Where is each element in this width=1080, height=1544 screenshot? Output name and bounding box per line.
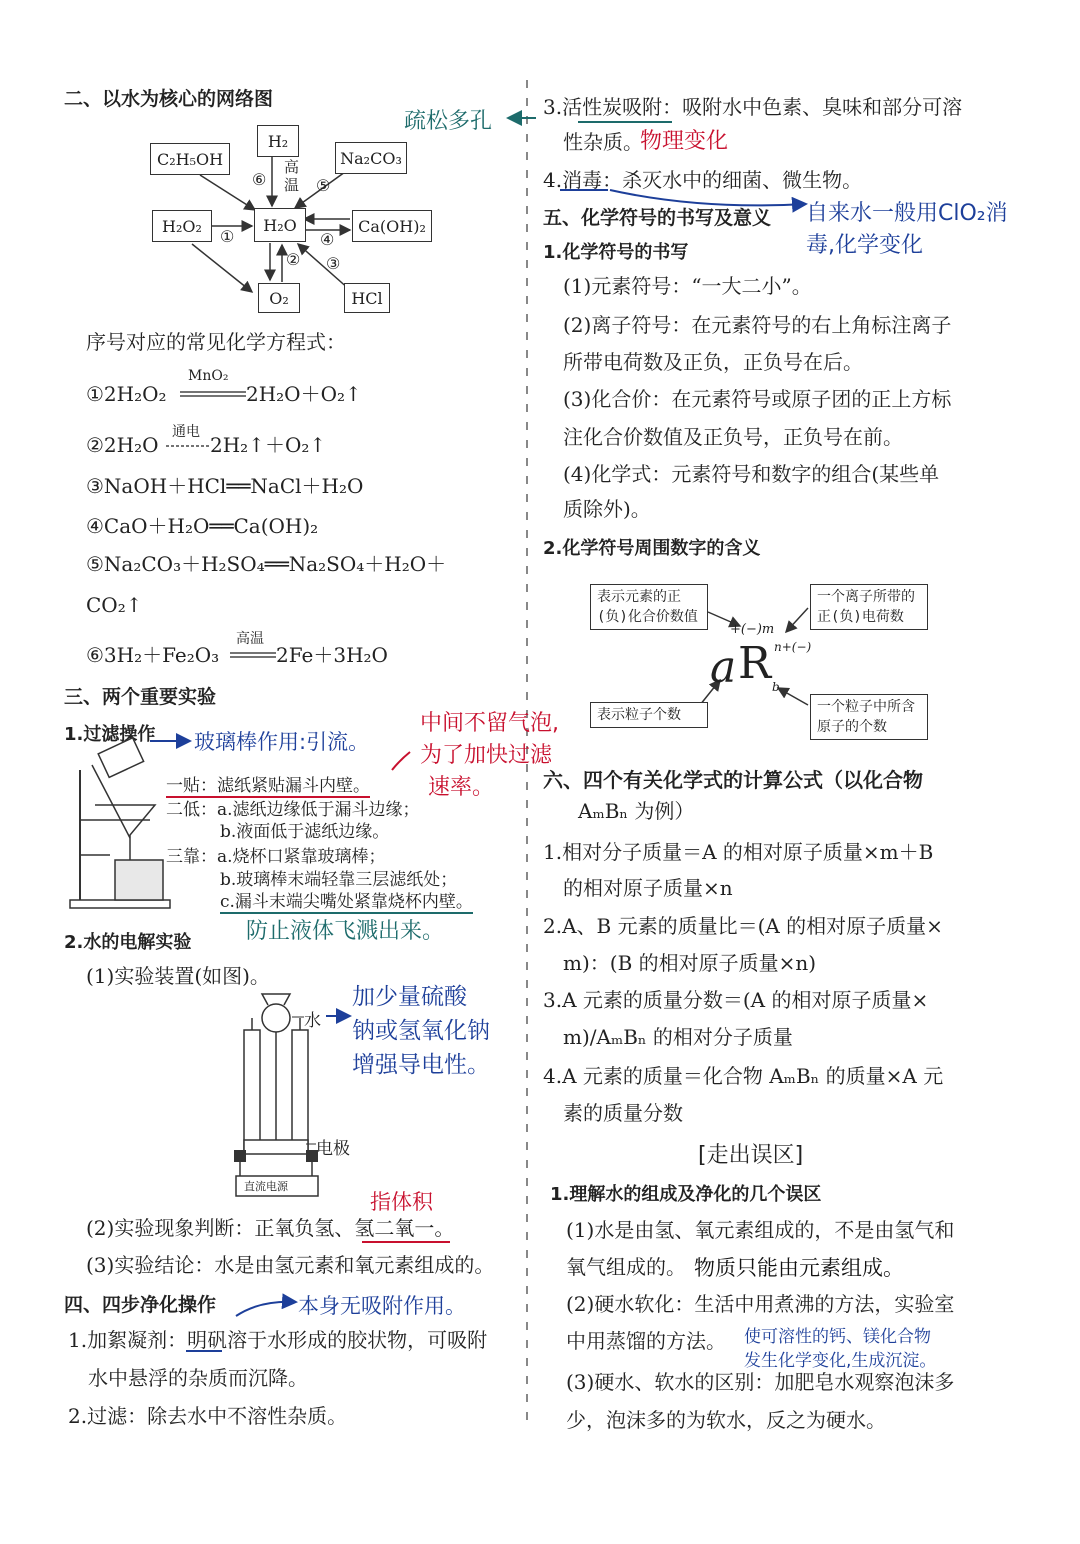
section-3-title: 三、两个重要实验 — [64, 686, 217, 708]
eq2-condition: 通电 — [172, 424, 200, 440]
sec4-annotation: 本身无吸附作用。 — [298, 1294, 466, 1318]
mis-1-2-note-1: 使可溶性的钙、镁化合物 — [744, 1327, 931, 1347]
label-2: ② — [286, 250, 301, 269]
formula-1b: 的相对原子质量×n — [563, 876, 733, 900]
label-6: ⑥ — [252, 170, 267, 189]
filter-title: 1.过滤操作 — [64, 724, 156, 745]
purify-1-line2: 水中悬浮的杂质而沉降。 — [88, 1366, 308, 1390]
porous-annotation: 疏松多孔 — [404, 109, 493, 134]
mis-1-3a: (3)硬水、软水的区别：加肥皂水观察泡沫多 — [566, 1370, 955, 1394]
eq5-line2: CO₂↑ — [86, 593, 143, 617]
mis-1-1a: (1)水是由氢、氧元素组成的，不是由氢气和 — [566, 1218, 955, 1242]
mis-1-1b: 氧气组成的。 — [566, 1255, 686, 1279]
label-3: ③ — [326, 254, 341, 273]
adsorb-line1: 3.活性炭吸附：吸附水中色素、臭味和部分可溶 — [543, 95, 963, 119]
volume-annotation: 指体积 — [370, 1190, 433, 1214]
mis-1-2a: (2)硬水软化：生活中用煮沸的方法，实验室 — [566, 1292, 955, 1316]
eq6-left: ⑥3H₂＋Fe₂O₃ — [86, 643, 220, 667]
s5-1-2a: (2)离子符号：在元素符号的右上角标注离子 — [563, 313, 952, 337]
node-h2o: H₂O — [254, 208, 306, 242]
formula-1a: 1.相对分子质量＝A 的相对原子质量×m＋B — [543, 840, 934, 864]
purify-2: 2.过滤：除去水中不溶性杂质。 — [68, 1404, 348, 1428]
formula-3a: 3.A 元素的质量分数＝(A 的相对原子质量× — [543, 988, 929, 1012]
filter-red-note-3: 速率。 — [428, 775, 495, 800]
eq2-right: 2H₂↑＋O₂↑ — [210, 433, 327, 457]
label-4: ④ — [320, 230, 335, 249]
eq1-condition: MnO₂ — [188, 368, 229, 384]
disinfect-line: 4.消毒：杀灭水中的细菌、微生物。 — [543, 168, 863, 192]
misconception-title: [走出误区] — [698, 1143, 804, 1168]
s5-1-4a: (4)化学式：元素符号和数字的组合(某些单 — [563, 462, 940, 486]
electrolysis-step-2: (2)实验现象判断：正氧负氢、氢二氧一。 — [86, 1216, 455, 1240]
section-6-title-1: 六、四个有关化学式的计算公式（以化合物 — [543, 768, 923, 792]
box-atom-count: 一个粒子中所含原子的个数 — [810, 694, 928, 740]
s5-1-4b: 质除外)。 — [563, 497, 651, 521]
electrolysis-step-3: (3)实验结论：水是由氢元素和氧元素组成的。 — [86, 1253, 495, 1277]
filter-red-note-1: 中间不留气泡, — [420, 711, 559, 736]
sankao-c-text: c.漏斗末端尖嘴处紧靠烧杯内壁。 — [220, 892, 473, 912]
s5-1-title: 1.化学符号的书写 — [543, 242, 689, 263]
label-1: ① — [220, 227, 235, 246]
filter-red-note-2: 为了加快过滤 — [420, 743, 553, 768]
formula-4b: 素的质量分数 — [563, 1101, 683, 1125]
filter-sankao-a: 三靠：a.烧杯口紧靠玻璃棒； — [166, 847, 386, 867]
splash-annotation: 防止液体飞溅出来。 — [246, 919, 445, 944]
eq6-condition: 高温 — [236, 631, 264, 647]
eq5-line1: ⑤Na₂CO₃＋H₂SO₄══Na₂SO₄＋H₂O＋ — [86, 552, 447, 576]
formula-2a: 2.A、B 元素的质量比＝(A 的相对原子质量× — [543, 914, 943, 938]
yitie-text: 一贴：滤纸紧贴漏斗内壁。 — [166, 776, 370, 796]
equations-title: 序号对应的常见化学方程式： — [86, 330, 346, 354]
disinfect-note-1: 自来水一般用ClO₂消 — [806, 201, 1008, 226]
s5-2-title: 2.化学符号周围数字的含义 — [543, 538, 761, 559]
electrolysis-note-3: 增强导电性。 — [352, 1052, 490, 1078]
electrolysis-step-1: (1)实验装置(如图)。 — [86, 964, 270, 988]
physical-change-note: 物理变化 — [640, 129, 729, 154]
box-ion-charge: 一个离子所带的正(负)电荷数 — [810, 584, 928, 630]
disinfect-note-2: 毒,化学变化 — [806, 233, 923, 258]
formula-2b: m)：(B 的相对原子质量×n) — [563, 951, 817, 975]
formula-4a: 4.A 元素的质量＝化合物 AₘBₙ 的质量×A 元 — [543, 1064, 944, 1088]
eq6-right: 2Fe＋3H₂O — [276, 643, 388, 667]
mis-1-3b: 少，泡沫多的为软水，反之为硬水。 — [566, 1408, 886, 1432]
filter-sankao-b: b.玻璃棒末端轻靠三层滤纸处； — [220, 870, 458, 890]
symbol-a: a — [710, 642, 737, 693]
eq1-left: ①2H₂O₂ — [86, 382, 167, 406]
node-na2co3: Na₂CO₃ — [335, 142, 407, 174]
eq2-left: ②2H₂O — [86, 433, 159, 457]
mis-1-1-note: 物质只能由元素组成。 — [694, 1256, 904, 1280]
s5-1-3a: (3)化合价：在元素符号或原子团的正上方标 — [563, 387, 952, 411]
s5-1-3b: 注化合价数值及正负号，正负号在前。 — [563, 425, 903, 449]
node-hcl: HCl — [344, 283, 390, 313]
section-6-title-2: AₘBₙ 为例） — [578, 799, 695, 823]
section-4-title: 四、四步净化操作 — [64, 1294, 217, 1316]
filter-erdi-a: 二低：a.滤纸边缘低于漏斗边缘； — [166, 800, 420, 820]
section-2-title: 二、以水为核心的网络图 — [64, 88, 274, 110]
symbol-R: R — [738, 638, 772, 689]
misconception-1-title: 1.理解水的组成及净化的几个误区 — [550, 1184, 822, 1205]
node-caoh2: Ca(OH)₂ — [352, 210, 432, 242]
electrolysis-title: 2.水的电解实验 — [64, 932, 192, 953]
power-supply-label: 直流电源 — [244, 1180, 288, 1193]
mis-1-2b: 中用蒸馏的方法。 — [566, 1329, 726, 1353]
eq3: ③NaOH＋HCl══NaCl＋H₂O — [86, 474, 364, 498]
box-particle-count: 表示粒子个数 — [590, 702, 708, 728]
mis-1-2-note-2: 发生化学变化,生成沉淀。 — [744, 1351, 937, 1371]
node-h2o2: H₂O₂ — [152, 210, 212, 242]
s5-1-1: (1)元素符号：“一大二小”。 — [563, 274, 812, 298]
node-h2: H₂ — [257, 125, 299, 157]
electrolysis-note-1: 加少量硫酸 — [352, 984, 467, 1010]
node-c2h5oh: C₂H₅OH — [150, 143, 230, 175]
formula-3b: m)/AₘBₙ 的相对分子质量 — [563, 1025, 793, 1049]
box-valence: 表示元素的正(负)化合价数值 — [590, 584, 708, 630]
node-o2: O₂ — [258, 283, 300, 313]
water-label: 水 — [304, 1011, 321, 1031]
symbol-superscript: n+(−) — [774, 640, 812, 654]
label-high-temp: 高温 — [284, 158, 300, 194]
symbol-top-m: +(−)m — [730, 622, 775, 637]
section-5-title: 五、化学符号的书写及意义 — [543, 207, 772, 229]
purify-1-line1: 1.加絮凝剂：明矾溶于水形成的胶状物，可吸附 — [68, 1328, 488, 1352]
filter-erdi-b: b.液面低于滤纸边缘。 — [220, 822, 390, 842]
label-5: ⑤ — [316, 176, 331, 195]
s5-1-2b: 所带电荷数及正负，正负号在后。 — [563, 350, 863, 374]
adsorb-line2: 性杂质。 — [563, 130, 643, 154]
electrode-label: 电极 — [316, 1139, 350, 1159]
symbol-subscript: b — [772, 680, 780, 694]
electrolysis-note-2: 钠或氢氧化钠 — [352, 1018, 490, 1044]
filter-annotation: 玻璃棒作用:引流。 — [194, 730, 370, 754]
eq1-right: 2H₂O＋O₂↑ — [246, 382, 362, 406]
eq4: ④CaO＋H₂O══Ca(OH)₂ — [86, 514, 319, 538]
